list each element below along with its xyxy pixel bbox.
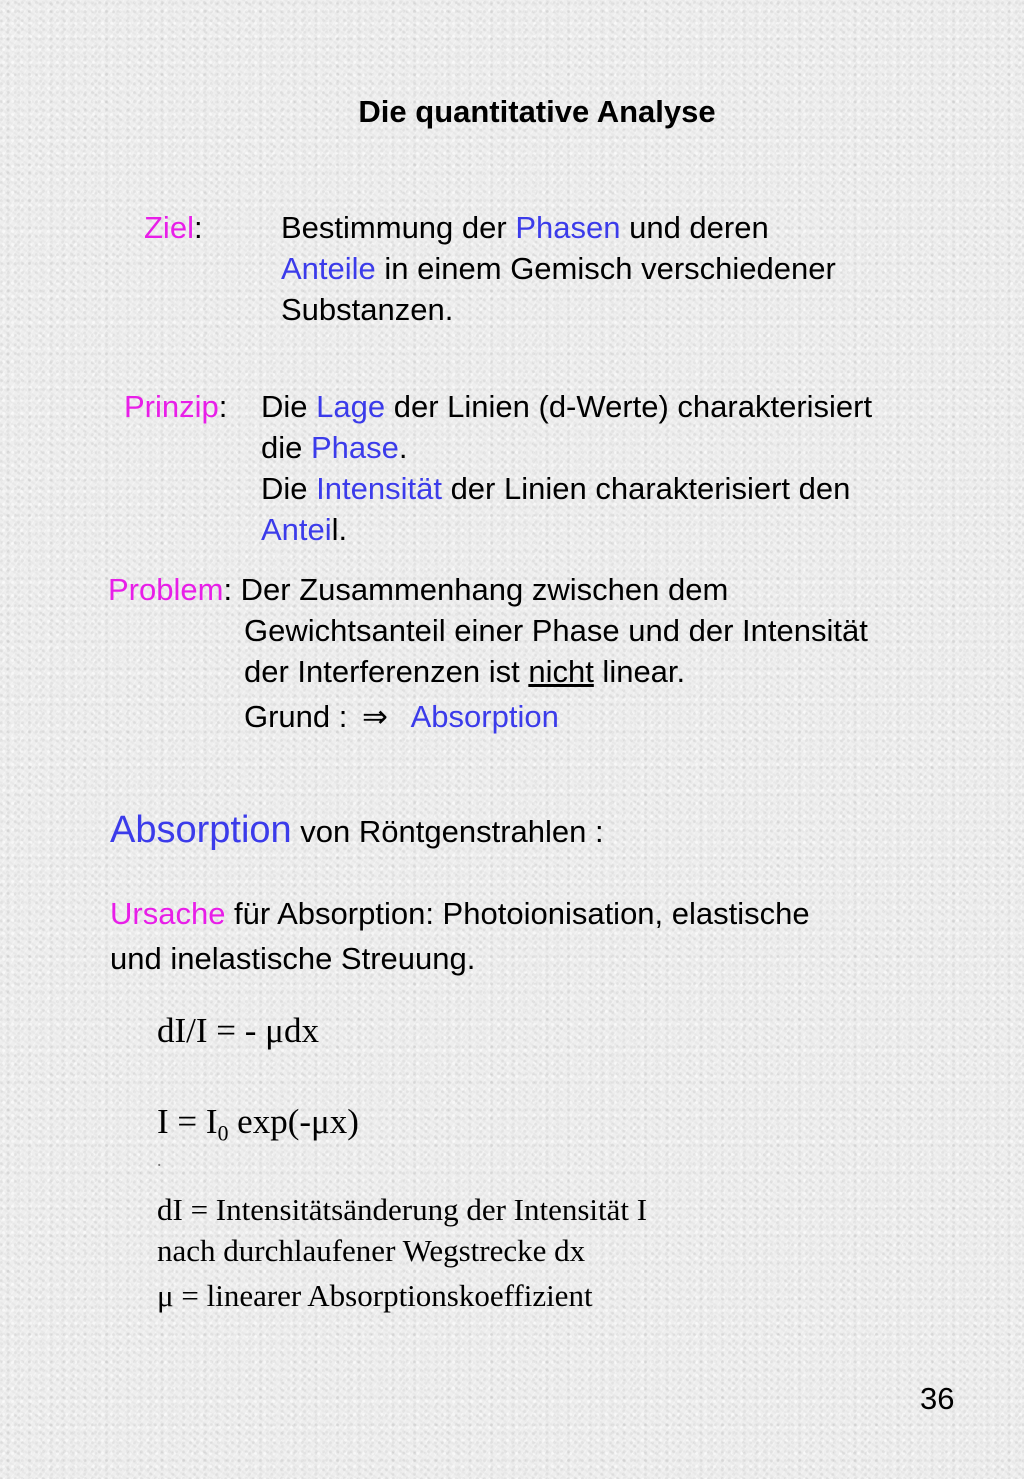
absorption-heading (110, 806, 604, 856)
problem-label: Problem (108, 572, 224, 607)
ziel-line-2 (281, 248, 836, 289)
ziel-highlight-phasen: Phasen (515, 210, 621, 245)
ziel-line-3: Substanzen. (281, 292, 454, 327)
formula-part: exp(-μx) (228, 1102, 359, 1141)
prinzip-text: l. (331, 512, 348, 547)
prinzip-highlight-intensitaet: Intensität (316, 471, 442, 506)
ursache-label: Ursache (110, 896, 226, 931)
grund-row (244, 696, 559, 737)
ziel-line-1 (281, 207, 769, 248)
legend-line-3: μ = linearer Absorptionskoeffizient (157, 1278, 593, 1313)
problem-underlined-nicht: nicht (528, 654, 594, 689)
absorption-heading-word: Absorption (110, 809, 292, 851)
ziel-text: und deren (620, 210, 769, 245)
prinzip-text: Die (261, 471, 317, 506)
ziel-highlight-anteile: Anteile (281, 251, 376, 286)
page-title: Die quantitative Analyse (358, 94, 716, 129)
prinzip-line-4 (261, 509, 347, 550)
prinzip-text: die (261, 430, 311, 465)
problem-line-1 (108, 569, 728, 610)
prinzip-label: Prinzip (124, 389, 219, 424)
ziel-text: in einem Gemisch verschiedener (375, 251, 836, 286)
formula-differential: dI/I = - μdx (157, 1011, 319, 1050)
prinzip-text: der Linien charakterisiert den (441, 471, 851, 506)
problem-line-3 (244, 651, 685, 692)
ursache-line-1 (110, 893, 810, 934)
formula-exponential (157, 1100, 359, 1144)
ziel-text: Bestimmung der (281, 210, 516, 245)
problem-text: : Der Zusammenhang zwischen dem (223, 572, 729, 607)
prinzip-colon: : (218, 389, 228, 424)
legend-line-2: nach durchlaufener Wegstrecke dx (157, 1233, 586, 1268)
problem-text: linear. (593, 654, 686, 689)
prinzip-line-3 (261, 468, 850, 509)
prinzip-highlight-anteil: Antei (261, 512, 332, 547)
legend-line-1: dI = Intensitätsänderung der Intensität I (157, 1192, 648, 1227)
prinzip-line-1 (261, 386, 872, 427)
implies-arrow-icon: ⇒ (362, 699, 388, 734)
grund-label: Grund : (244, 699, 348, 734)
ziel-colon: : (193, 210, 203, 245)
prinzip-line-2 (261, 427, 408, 468)
formula-subscript: 0 (217, 1121, 229, 1146)
formula-part: I = I (157, 1102, 218, 1141)
prinzip-highlight-lage: Lage (316, 389, 386, 424)
ziel-label-row (144, 207, 203, 248)
grund-absorption: Absorption (410, 699, 559, 734)
stray-dot: . (157, 1150, 162, 1170)
prinzip-text: . (398, 430, 408, 465)
prinzip-label-row (124, 386, 227, 427)
problem-line-2: Gewichtsanteil einer Phase und der Intensität (244, 613, 868, 648)
prinzip-text: der Linien (d-Werte) charakterisiert (385, 389, 873, 424)
absorption-heading-rest: von Röntgenstrahlen : (291, 814, 604, 849)
page-number: 36 (920, 1381, 955, 1416)
prinzip-text: Die (261, 389, 317, 424)
problem-text: der Interferenzen ist (244, 654, 529, 689)
ursache-line-2: und inelastische Streuung. (110, 941, 476, 976)
ursache-text: für Absorption: Photoionisation, elastische (225, 896, 810, 931)
ziel-label: Ziel (144, 210, 194, 245)
prinzip-highlight-phase: Phase (310, 430, 399, 465)
